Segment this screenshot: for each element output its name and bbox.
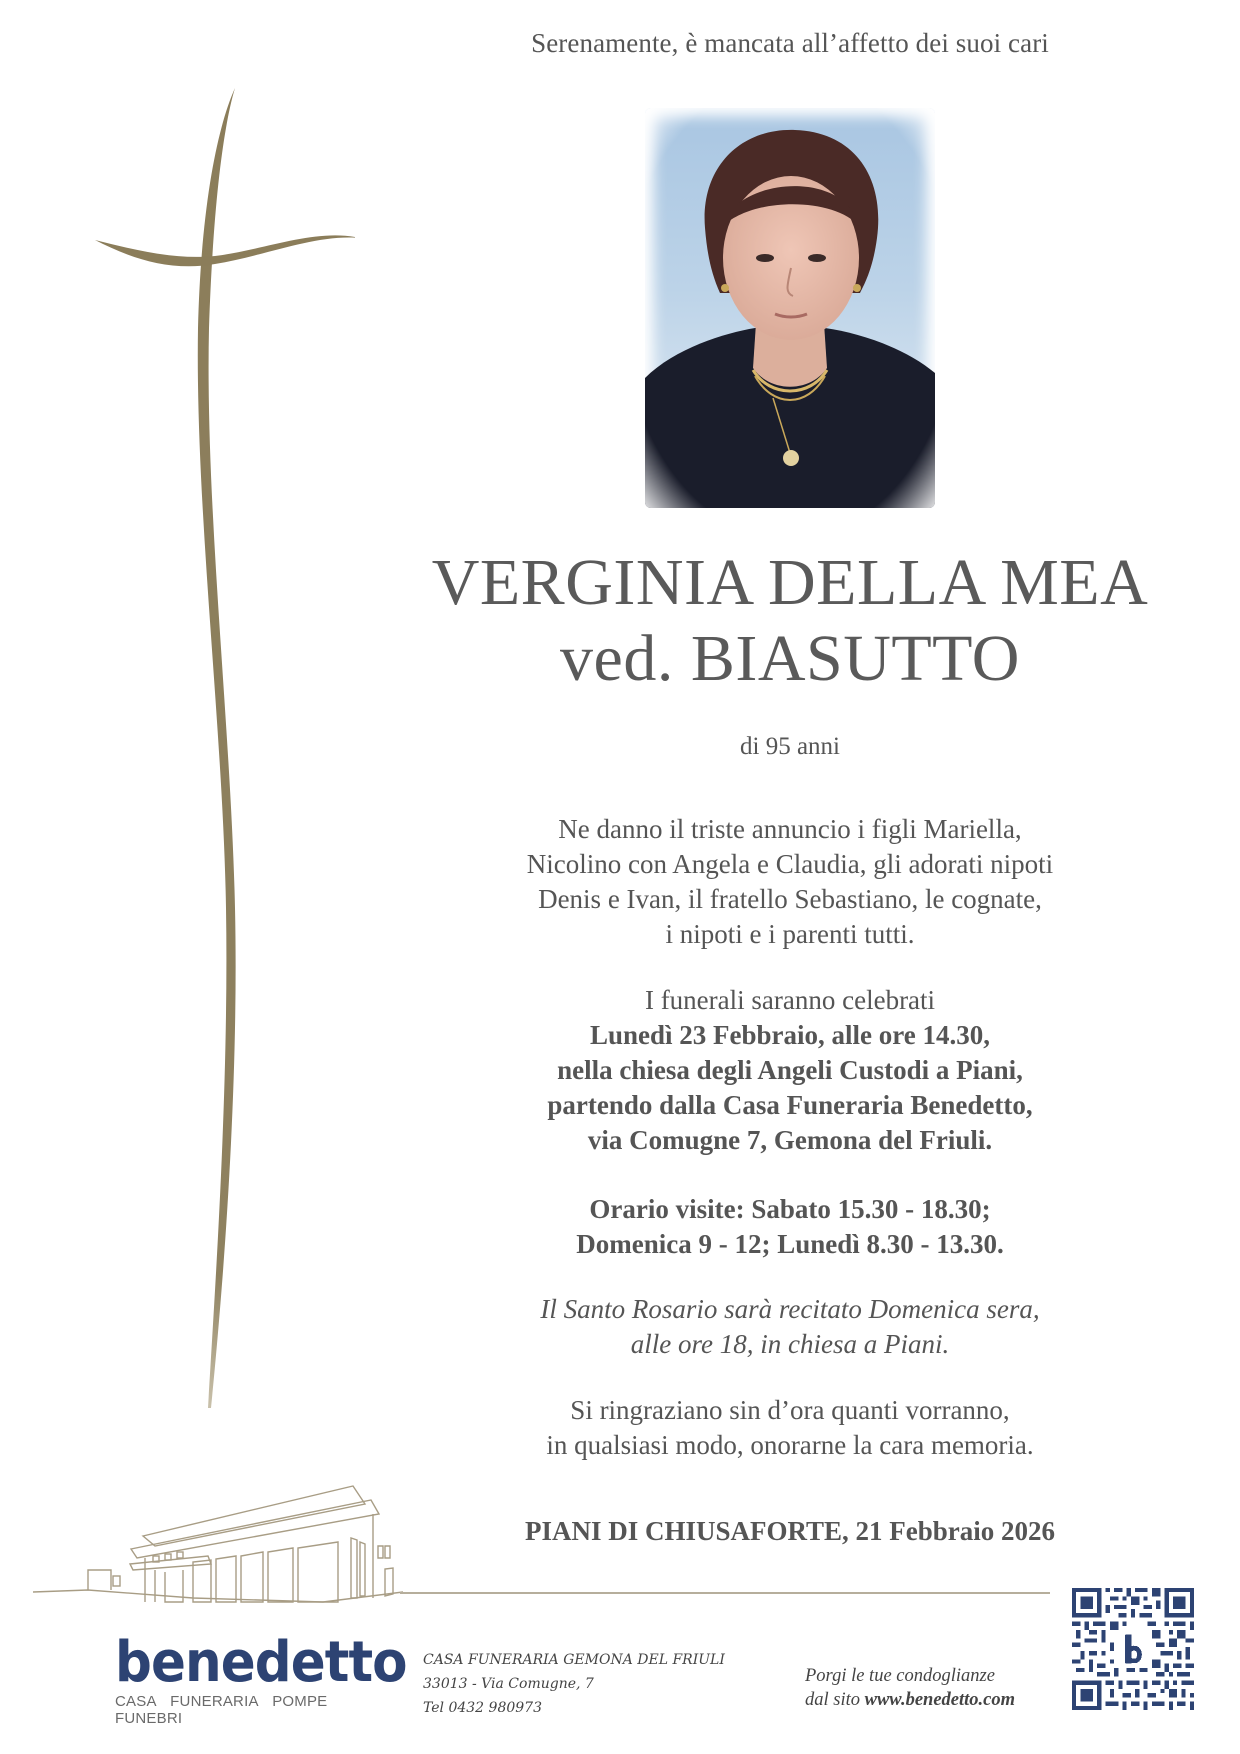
thanks-paragraph (440, 1393, 1140, 1463)
qr-code-icon[interactable] (1072, 1588, 1194, 1710)
address-street: 33013 - Via Comugne, 7 (423, 1676, 594, 1692)
logo-subtitle: CASA FUNERARIA POMPE FUNEBRI (115, 1693, 328, 1727)
rosary-line: Il Santo Rosario sarà recitato Domenica sera, (540, 1294, 1040, 1324)
deceased-name (370, 545, 1210, 697)
funeral-line: Lunedì 23 Febbraio, alle ore 14.30, (589, 1020, 990, 1050)
funeral-paragraph (440, 983, 1140, 1158)
condolences-prefix: dal sito (805, 1690, 865, 1710)
website-link[interactable]: www.benedetto.com (864, 1690, 1016, 1710)
name-line-2: ved. BIASUTTO (560, 622, 1020, 695)
address-phone: Tel 0432 980973 (423, 1700, 542, 1716)
address-name: CASA FUNERARIA GEMONA DEL FRIULI (423, 1652, 725, 1668)
funeral-line: nella chiesa degli Angeli Custodi a Piani, (557, 1055, 1023, 1085)
announcement-line: i nipoti e i parenti tutti. (665, 919, 915, 949)
name-line-1: VERGINIA DELLA MEA (431, 546, 1149, 619)
condolences-note (805, 1664, 1055, 1712)
place-date: PIANI DI CHIUSAFORTE, 21 Febbraio 2026 (524, 1516, 1056, 1546)
footer-divider (400, 1592, 1050, 1594)
visiting-hours (440, 1192, 1140, 1262)
age-text: di 95 anni (740, 733, 840, 760)
visits-line: Orario visite: Sabato 15.30 - 18.30; (589, 1194, 991, 1224)
rosary-line: alle ore 18, in chiesa a Piani. (630, 1329, 950, 1359)
funeral-home-building-icon (33, 1474, 403, 1614)
portrait-photo (645, 108, 935, 508)
benedetto-logo (115, 1630, 407, 1727)
intro-text: Serenamente, è mancata all’affetto dei suoi cari (531, 28, 1049, 58)
announcement-line: Ne danno il triste annuncio i figli Mariella, (558, 814, 1022, 844)
thanks-line: in qualsiasi modo, onorarne la cara memoria. (546, 1430, 1034, 1460)
condolences-line-2 (805, 1688, 1055, 1712)
funeral-intro: I funerali saranno celebrati (644, 985, 936, 1015)
thanks-line: Si ringraziano sin d’ora quanti vorranno, (570, 1395, 1010, 1425)
condolences-line-1: Porgi le tue condoglianze (805, 1666, 995, 1686)
visits-line: Domenica 9 - 12; Lunedì 8.30 - 13.30. (576, 1229, 1004, 1259)
logo-wordmark: benedetto (115, 1630, 407, 1695)
funeral-line: via Comugne 7, Gemona del Friuli. (587, 1125, 993, 1155)
cross-icon (95, 88, 355, 1428)
announcement-line: Denis e Ivan, il fratello Sebastiano, le cognate, (538, 884, 1042, 914)
funeral-home-address (423, 1648, 753, 1720)
funeral-line: partendo dalla Casa Funeraria Benedetto, (547, 1090, 1033, 1120)
rosary-note (440, 1292, 1140, 1362)
announcement-line: Nicolino con Angela e Claudia, gli adorati nipoti (526, 849, 1054, 879)
announcement-paragraph (440, 812, 1140, 952)
